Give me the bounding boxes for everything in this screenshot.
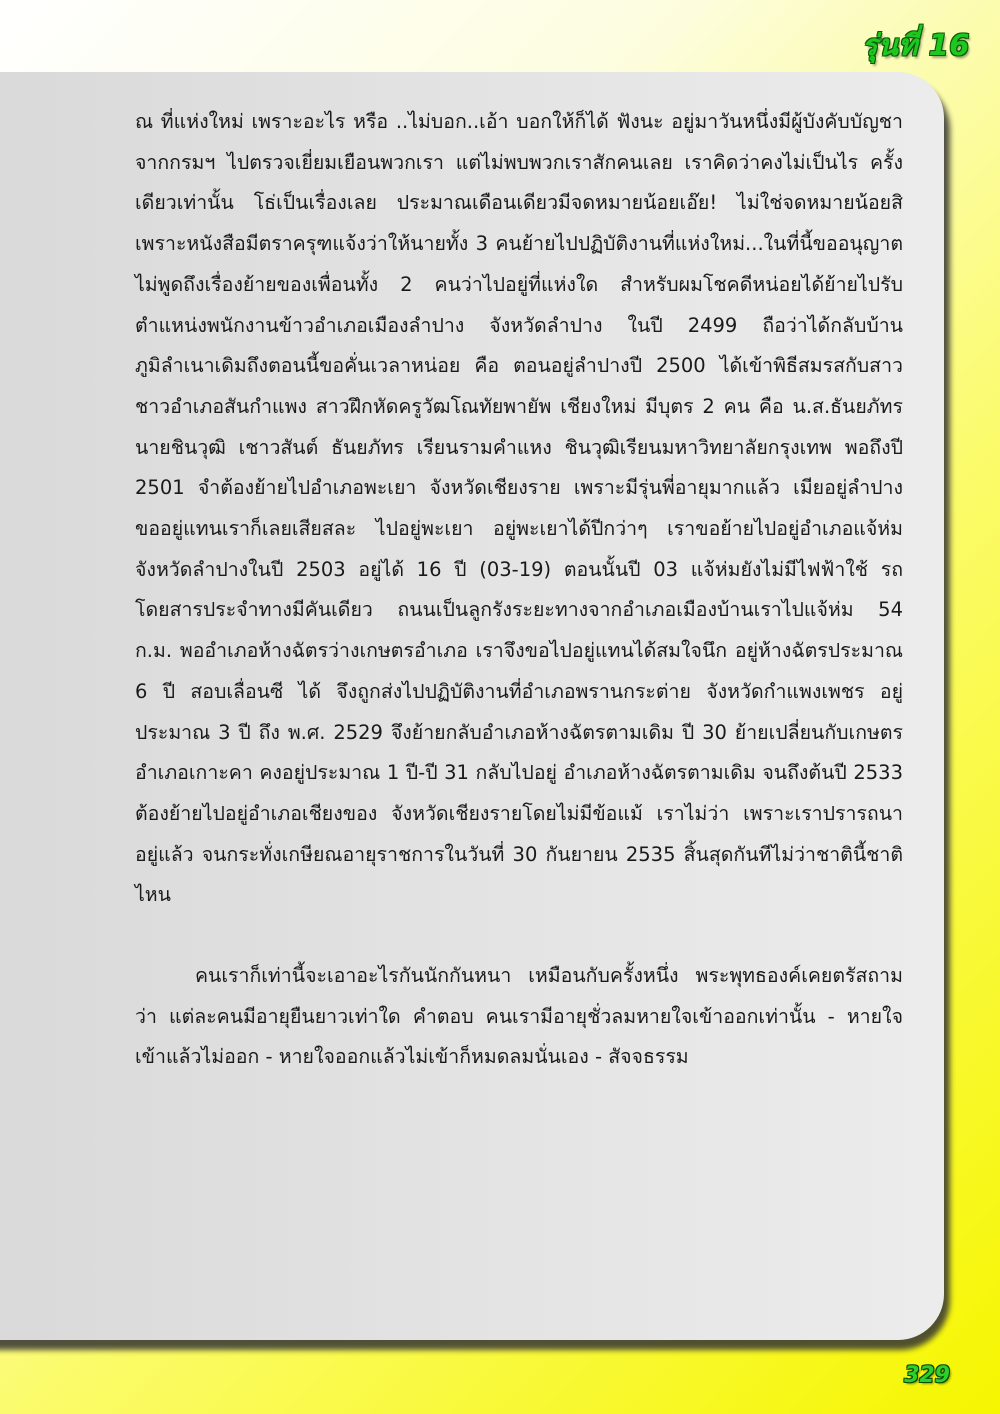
body-text: [135, 102, 903, 1078]
paragraph-2: คนเราก็เท่านี้จะเอาอะไรกันนักกันหนา เหมือนกับครั้งหนึ่ง พระพุทธองค์เคยตรัสถามว่า แต่ละคนมีอายุยืนยาวเท่าใด คำตอบ คนเรามีอายุชั่วลมหายใจเข้าออกเท่านั้น - หายใจเข้าแล้วไม่ออก - หายใจออกแล้วไม่เข้าก็หมดลมนั่นเอง - สัจจธรรม: [135, 964, 903, 1069]
page-number: 329: [904, 1363, 950, 1388]
series-label: รุ่นที่ 16: [862, 28, 970, 62]
paragraph-1: ณ ที่แห่งใหม่ เพราะอะไร หรือ ..ไม่บอก..เอ้า บอกให้ก็ได้ ฟังนะ อยู่มาวันหนึ่งมีผู้บังคับบัญชาจากกรมฯ ไปตรวจเยี่ยมเยือนพวกเรา แต่ไม่พบพวกเราสักคนเลย เราคิดว่าคงไม่เป็นไร ครั้งเดียวเท่านั้น โธ่เป็นเรื่องเลย ประมาณเดือนเดียวมีจดหมายน้อยเอ๊ย! ไม่ใช่จดหมายน้อยสิ เพราะหนังสือมีตราครุฑแจ้งว่าให้นายทั้ง 3 คนย้ายไปปฏิบัติงานที่แห่งใหม่...ในที่นี้ขออนุญาตไม่พูดถึงเรื่องย้ายของเพื่อนทั้ง 2 คนว่าไปอยู่ที่แห่งใด สำหรับผมโชคดีหน่อยได้ย้ายไปรับตำแหน่งพนักงานข้าวอำเภอเมืองลำปาง จังหวัดลำปาง ในปี 2499 ถือว่าได้กลับบ้านภูมิลำเนาเดิมถึงตอนนี้ขอคั่นเวลาหน่อย คือ ตอนอยู่ลำปางปี 2500 ได้เข้าพิธีสมรสกับสาวชาวอำเภอสันกำแพง สาวฝึกหัดครูวัฒโณทัยพายัพ เชียงใหม่ มีบุตร 2 คน คือ น.ส.ธันยภัทร นายชินวุฒิ เชาวสันต์ ธันยภัทร เรียนรามคำแหง ชินวุฒิเรียนมหาวิทยาลัยกรุงเทพ พอถึงปี 2501 จำต้องย้ายไปอำเภอพะเยา จังหวัดเชียงราย เพราะมีรุ่นพี่อายุมากแล้ว เมียอยู่ลำปาง ขออยู่แทนเราก็เลยเสียสละ ไปอยู่พะเยา อยู่พะเยาได้ปีกว่าๆ เราขอย้ายไปอยู่อำเภอแจ้ห่ม จังหวัดลำปางในปี 2503 อยู่ได้ 16 ปี (03-19) ตอนนั้นปี 03 แจ้ห่มยังไม่มีไฟฟ้าใช้ รถโดยสารประจำทางมีคันเดียว ถนนเป็นลูกรังระยะทางจากอำเภอเมืองบ้านเราไปแจ้ห่ม 54 ก.ม. พออำเภอห้างฉัตรว่างเกษตรอำเภอ เราจึงขอไปอยู่แทนได้สมใจนึก อยู่ห้างฉัตรประมาณ 6 ปี สอบเลื่อนซี ได้ จึงถูกส่งไปปฏิบัติงานที่อำเภอพรานกระต่าย จังหวัดกำแพงเพชร อยู่ประมาณ 3 ปี ถึง พ.ศ. 2529 จึงย้ายกลับอำเภอห้างฉัตรตามเดิม ปี 30 ย้ายเปลี่ยนกับเกษตรอำเภอเกาะคา คงอยู่ประมาณ 1 ปี-ปี 31 กลับไปอยู่ อำเภอห้างฉัตรตามเดิม จนถึงต้นปี 2533 ต้องย้ายไปอยู่อำเภอเชียงของ จังหวัดเชียงรายโดยไม่มีข้อแม้ เราไม่ว่า เพราะเราปรารถนาอยู่แล้ว จนกระทั่งเกษียณอายุราชการในวันที่ 30 กันยายน 2535 สิ้นสุดกันทีไม่ว่าชาตินี้ชาติไหน: [135, 110, 903, 907]
